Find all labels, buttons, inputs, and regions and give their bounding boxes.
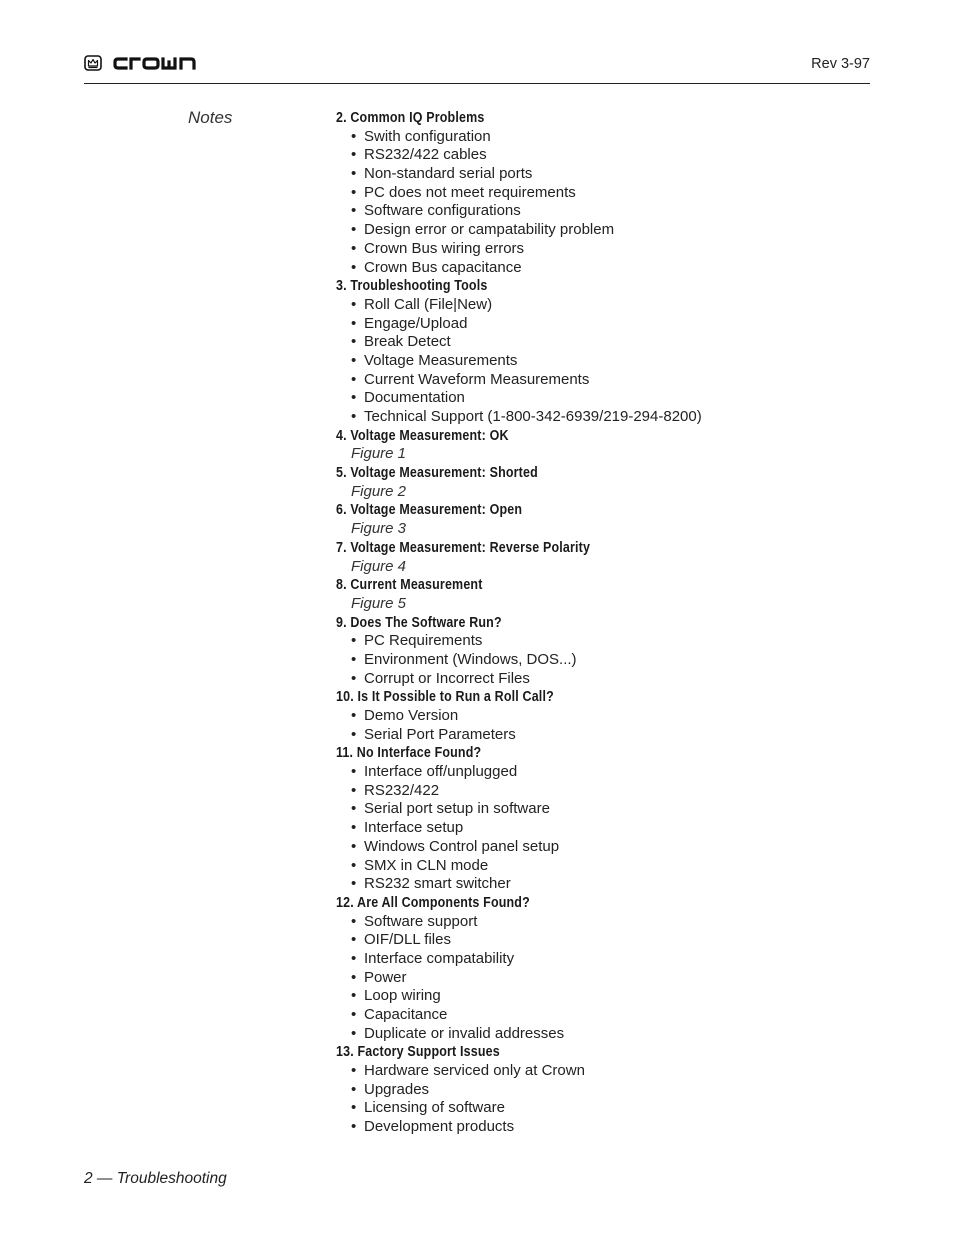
list-item-text: Break Detect [364, 333, 451, 351]
list-item-text: Windows Control panel setup [364, 837, 560, 855]
list-item-text: Swith configuration [364, 127, 491, 145]
list-item-text: Demo Version [364, 707, 459, 724]
list-item-text: Serial Port Parameters [364, 725, 516, 743]
list-item [336, 1118, 856, 1137]
troubleshooting-outline [336, 109, 856, 1137]
list-item [336, 1062, 856, 1081]
bullet-icon: • [351, 1062, 357, 1080]
list-item [336, 259, 856, 278]
bullet-icon: • [351, 127, 357, 145]
bullet-icon: • [351, 1099, 357, 1117]
figure-reference: Figure 1 [351, 445, 407, 463]
list-item [336, 726, 856, 745]
list-item-text: Software support [364, 912, 478, 930]
section-title: 3. Troubleshooting Tools [336, 278, 488, 295]
list-item [336, 296, 856, 315]
section-title: 13. Factory Support Issues [336, 1044, 500, 1061]
list-item [336, 184, 856, 203]
list-item [336, 1081, 856, 1100]
section-title: 6. Voltage Measurement: Open [336, 502, 523, 519]
bullet-icon: • [351, 650, 357, 668]
bullet-icon: • [351, 632, 357, 650]
list-item [336, 651, 856, 670]
list-item [336, 146, 856, 165]
list-item [336, 913, 856, 932]
bullet-icon: • [351, 314, 357, 332]
figure-reference: Figure 4 [351, 557, 407, 575]
bullet-icon: • [351, 856, 357, 874]
list-item-text: Current Waveform Measurements [364, 370, 590, 388]
bullet-icon: • [351, 258, 357, 276]
list-item-text: PC Requirements [364, 632, 483, 650]
figure-reference: Figure 3 [351, 520, 407, 538]
list-item-text: Interface compatability [364, 949, 515, 967]
section-title: 9. Does The Software Run? [336, 614, 502, 631]
bullet-icon: • [351, 221, 357, 239]
revision-label: Rev 3-97 [811, 56, 870, 72]
list-item [336, 315, 856, 334]
list-item [336, 969, 856, 988]
list-item-text: Corrupt or Incorrect Files [364, 669, 530, 687]
list-item-text: Voltage Measurements [364, 351, 518, 369]
list-item-text: Non-standard serial ports [364, 165, 533, 183]
section-title: 8. Current Measurement [336, 577, 483, 594]
bullet-icon: • [351, 875, 357, 893]
bullet-icon: • [351, 146, 357, 164]
bullet-icon: • [351, 1080, 357, 1098]
bullet-icon: • [351, 333, 357, 351]
notes-label: Notes [188, 108, 233, 127]
list-item-text: Roll Call (File|New) [364, 295, 493, 313]
list-item-text: Serial port setup in software [364, 800, 550, 818]
bullet-icon: • [351, 987, 357, 1005]
list-item [336, 408, 856, 427]
list-item-text: RS232 smart switcher [364, 875, 511, 893]
list-item-text: Design error or campatability problem [364, 221, 615, 239]
list-item-text: Software configurations [364, 202, 521, 220]
list-item-text: Engage/Upload [364, 314, 468, 332]
bullet-icon: • [351, 707, 357, 724]
list-item-text: Hardware serviced only at Crown [364, 1062, 585, 1080]
list-item [336, 1025, 856, 1044]
bullet-icon: • [351, 408, 357, 425]
list-item-text: Crown Bus wiring errors [364, 239, 525, 257]
bullet-icon: • [351, 370, 357, 388]
section-title: 2. Common IQ Problems [336, 110, 485, 126]
bullet-icon: • [351, 202, 357, 220]
list-item-text: Duplicate or invalid addresses [364, 1024, 565, 1042]
list-item [336, 931, 856, 950]
bullet-icon: • [351, 781, 357, 799]
list-item [336, 333, 856, 352]
list-item [336, 950, 856, 969]
list-item-text: Interface off/unplugged [364, 763, 518, 781]
list-item-text: Loop wiring [364, 987, 441, 1005]
list-item [336, 1099, 856, 1118]
section-title: 5. Voltage Measurement: Shorted [336, 465, 538, 482]
section-title: 11. No Interface Found? [336, 745, 482, 762]
bullet-icon: • [351, 912, 357, 930]
bullet-icon: • [351, 725, 357, 743]
list-item-text: Power [364, 968, 407, 986]
bullet-icon: • [351, 1118, 357, 1136]
list-item [336, 389, 856, 408]
list-item-text: Environment (Windows, DOS...) [364, 650, 577, 668]
list-item [336, 763, 856, 782]
list-item [336, 707, 856, 726]
list-item-text: Interface setup [364, 819, 464, 837]
figure-reference: Figure 2 [351, 482, 407, 500]
bullet-icon: • [351, 351, 357, 369]
list-item-text: Upgrades [364, 1080, 430, 1098]
list-item [336, 352, 856, 371]
list-item-text: RS232/422 [364, 781, 440, 799]
bullet-icon: • [351, 183, 357, 201]
list-item-text: Development products [364, 1118, 515, 1136]
section-title: 7. Voltage Measurement: Reverse Polarity [336, 539, 591, 556]
bullet-icon: • [351, 239, 357, 257]
list-item [336, 782, 856, 801]
list-item [336, 819, 856, 838]
bullet-icon: • [351, 1006, 357, 1023]
list-item [336, 1006, 856, 1025]
bullet-icon: • [351, 968, 357, 986]
list-item [336, 875, 856, 894]
list-item [336, 632, 856, 651]
bullet-icon: • [351, 931, 357, 949]
list-item-text: Technical Support (1-800-342-6939/219-294-8200) [364, 408, 702, 425]
list-item-text: Documentation [364, 389, 465, 407]
bullet-icon: • [351, 295, 357, 313]
list-item-text: RS232/422 cables [364, 146, 487, 164]
crown-icon [84, 54, 102, 72]
bullet-icon: • [351, 800, 357, 818]
section-title: 12. Are All Components Found? [336, 894, 530, 911]
list-item-text: Crown Bus capacitance [364, 258, 522, 276]
list-item-text: PC does not meet requirements [364, 183, 576, 201]
bullet-icon: • [351, 1024, 357, 1042]
list-item [336, 221, 856, 240]
bullet-icon: • [351, 837, 357, 855]
list-item [336, 165, 856, 184]
bullet-icon: • [351, 819, 357, 837]
list-item [336, 371, 856, 390]
list-item [336, 987, 856, 1006]
list-item [336, 670, 856, 689]
section-title: 4. Voltage Measurement: OK [336, 427, 509, 444]
list-item [336, 838, 856, 857]
list-item-text: OIF/DLL files [364, 931, 451, 949]
list-item-text: SMX in CLN mode [364, 856, 489, 874]
bullet-icon: • [351, 949, 357, 967]
figure-reference: Figure 5 [351, 594, 407, 612]
bullet-icon: • [351, 389, 357, 407]
list-item [336, 240, 856, 259]
bullet-icon: • [351, 165, 357, 183]
list-item [336, 800, 856, 819]
section-title: 10. Is It Possible to Run a Roll Call? [336, 689, 554, 706]
bullet-icon: • [351, 763, 357, 781]
bullet-icon: • [351, 669, 357, 687]
list-item [336, 128, 856, 147]
list-item-text: Licensing of software [364, 1099, 505, 1117]
crown-wordmark [112, 52, 202, 74]
page-footer: 2 — Troubleshooting [84, 1170, 227, 1187]
page-header [84, 50, 870, 84]
list-item [336, 202, 856, 221]
list-item-text: Capacitance [364, 1006, 448, 1023]
list-item [336, 857, 856, 876]
crown-logo [84, 52, 202, 74]
